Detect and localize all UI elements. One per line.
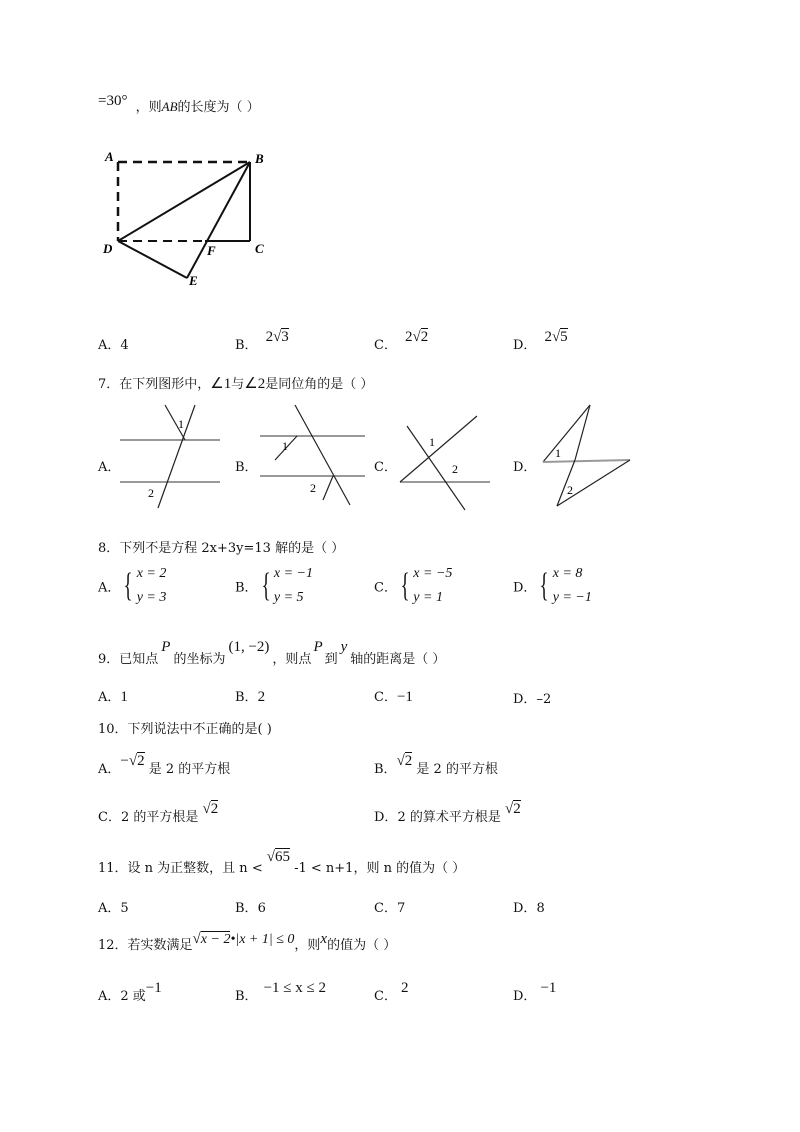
q12-option-d[interactable]	[513, 977, 557, 1004]
option-letter: B．	[235, 989, 258, 1004]
q11-option-b[interactable]	[235, 897, 266, 916]
option-letter: B．	[235, 901, 258, 916]
sqrt-sign: √	[202, 801, 211, 817]
label-1: 1	[282, 439, 288, 453]
q12-stem-b: ，则	[294, 938, 321, 953]
q12-stem	[98, 928, 397, 953]
q9-option-b[interactable]	[235, 686, 265, 706]
q12-stem-a: 12．若实数满足	[98, 938, 193, 953]
brace-icon: {	[540, 567, 550, 604]
q6-seg-db	[118, 162, 250, 241]
q11-option-c[interactable]	[374, 897, 405, 916]
q11-option-a[interactable]	[98, 897, 129, 916]
q12-option-a[interactable]	[98, 977, 162, 1004]
q12-option-c[interactable]	[374, 977, 409, 1004]
option-letter: D．	[513, 989, 537, 1004]
q9-stem-a: 9．已知点	[98, 652, 159, 667]
label-2: 2	[567, 483, 573, 497]
option-letter: C．	[374, 338, 397, 353]
q7-figure-a	[115, 400, 225, 510]
q11-stem	[98, 846, 466, 876]
q12-x: x	[320, 931, 328, 947]
option-letter: C．	[374, 460, 397, 475]
q11-radicand: 65	[274, 849, 290, 865]
option-letter: B．	[235, 338, 258, 353]
q9-y: y	[340, 639, 348, 655]
q8-option-c[interactable]	[374, 562, 452, 610]
q10-option-d[interactable]	[374, 798, 521, 825]
option-radicand: 2	[210, 801, 219, 817]
option-letter: D．	[513, 901, 537, 916]
q12-stem-c: 的值为（ ）	[327, 938, 397, 953]
sqrt-sign: √	[396, 753, 405, 769]
q10-option-b[interactable]	[374, 750, 498, 777]
option-letter: D．	[513, 580, 537, 596]
equation-system	[553, 562, 592, 610]
q11-option-d[interactable]	[513, 897, 545, 916]
option-value: 8	[536, 901, 545, 916]
option-value: −1 ≤ x ≤ 2	[263, 980, 326, 996]
q6-option-d[interactable]	[513, 326, 568, 353]
option-letter: A．	[98, 460, 121, 475]
option-letter: C．	[374, 901, 397, 916]
option-letter: C．	[374, 580, 397, 596]
option-text: 2 的算术平方根是	[397, 810, 505, 825]
eq-line-1: x = 8	[552, 566, 583, 581]
option-value: 2	[400, 980, 409, 996]
q6-label-c: C	[255, 241, 264, 256]
option-value: 1	[120, 689, 128, 705]
option-letter: C．	[98, 810, 121, 825]
option-letter: C．	[374, 989, 397, 1004]
fig-line	[158, 405, 195, 508]
option-text: 2 的平方根是	[120, 810, 203, 825]
q6-ab: AB	[161, 99, 178, 114]
q8-option-b[interactable]	[235, 562, 313, 610]
q7-stem-b: 与	[231, 377, 245, 392]
q7-stem-c: 是同位角的是（ ）	[265, 377, 374, 392]
sqrt-sign: √	[551, 329, 561, 345]
q6-label-e: E	[189, 273, 198, 288]
equation-system	[137, 562, 167, 610]
q6-seg-eb	[187, 162, 250, 278]
option-coef: 2	[404, 329, 413, 345]
option-letter: D．	[513, 460, 537, 475]
q6-label-a: A	[105, 149, 114, 164]
fig-line	[543, 405, 590, 462]
option-letter: B．	[235, 460, 258, 475]
q11-stem-a: 11．设 n 为正整数，且 n <	[98, 861, 263, 876]
q9-p: P	[313, 639, 323, 655]
option-letter: B．	[374, 762, 397, 777]
option-radicand: 2	[420, 329, 429, 345]
q7-figure-d	[535, 400, 635, 512]
fig-line	[543, 460, 630, 462]
fig-line	[295, 405, 350, 505]
option-coef: 2	[544, 329, 552, 345]
q7-figure-b	[255, 400, 370, 510]
option-value: –2	[536, 692, 552, 707]
option-letter: D．	[513, 338, 537, 353]
option-value: 5	[120, 901, 129, 916]
eq-line-1: x = −1	[273, 566, 313, 581]
q10-stem: 10．下列说法中不正确的是( )	[98, 722, 272, 737]
q6-label-f: F	[207, 243, 216, 258]
option-letter: A．	[98, 690, 121, 705]
option-letter: A．	[98, 989, 121, 1004]
option-value: −1	[145, 980, 162, 996]
label-2: 2	[310, 481, 316, 495]
q6-option-b[interactable]	[235, 326, 289, 353]
q6-option-c[interactable]	[374, 326, 429, 353]
q8-stem: 8．下列不是方程 2x+3y=13 解的是（ ）	[98, 541, 345, 556]
eq-line-2: y = 1	[413, 590, 443, 605]
q8-option-d[interactable]	[513, 562, 592, 610]
q9-stem-d: 到	[324, 652, 338, 667]
option-text: 2 或	[120, 989, 146, 1004]
sqrt-sign: √	[504, 801, 514, 817]
q9-coord: (1, −2)	[228, 639, 270, 655]
option-text: 是 2 的平方根	[144, 762, 231, 777]
sqrt-sign: √	[266, 849, 275, 865]
option-letter: B．	[235, 690, 258, 705]
eq-line-1: x = 2	[136, 566, 167, 581]
option-radicand: 3	[281, 329, 289, 345]
q7-figure-c	[395, 400, 495, 515]
option-letter: A．	[98, 762, 121, 777]
option-value: −1	[540, 980, 557, 996]
option-letter: D．	[513, 692, 537, 707]
option-neg: −	[120, 753, 129, 769]
option-letter: A．	[98, 338, 121, 353]
q6-label-b: B	[255, 151, 264, 166]
q7-angle2: ∠2	[244, 376, 266, 392]
label-1: 1	[555, 446, 561, 460]
q11-stem-b: -1 < n+1，则 n 的值为（ ）	[289, 861, 466, 876]
q9-stem-e: 轴的距离是（ ）	[350, 652, 446, 667]
option-letter: B．	[235, 580, 258, 596]
q6-stem	[98, 93, 260, 116]
brace-icon: {	[400, 567, 410, 604]
q9-p: P	[161, 639, 171, 655]
option-value: 7	[396, 901, 406, 916]
q12-option-b[interactable]	[235, 977, 326, 1004]
option-letter: D．	[374, 810, 398, 825]
equation-system	[274, 562, 313, 610]
q6-figure	[95, 145, 285, 295]
q7-stem	[98, 373, 373, 393]
q9-stem	[98, 636, 446, 667]
eq-line-2: y = 3	[136, 590, 167, 605]
q6-option-a[interactable]	[98, 334, 129, 353]
option-value: 2	[257, 689, 266, 705]
eq-line-1: x = −5	[413, 566, 453, 581]
option-letter: A．	[98, 580, 121, 596]
sqrt-sign: √	[273, 329, 282, 345]
q9-option-a[interactable]	[98, 686, 128, 706]
option-letter: C．	[374, 690, 397, 705]
q6-stem-text: ，则	[135, 100, 162, 115]
sqrt-sign: √	[192, 931, 201, 947]
option-radicand: 2	[513, 801, 521, 817]
q9-stem-c: ，则点	[272, 652, 312, 667]
brace-icon: {	[124, 567, 134, 604]
option-letter: A．	[98, 901, 121, 916]
option-radicand: 2	[137, 753, 145, 769]
option-value: −1	[396, 689, 413, 705]
option-radicand: 2	[404, 753, 413, 769]
label-2: 2	[452, 462, 458, 476]
q7-angle1: ∠1	[210, 376, 232, 392]
q6-stem-end: 的长度为（ ）	[177, 100, 260, 115]
q9-stem-b: 的坐标为	[173, 652, 226, 667]
q9-option-c[interactable]	[374, 686, 413, 706]
q7-option-c[interactable]	[374, 456, 397, 475]
q9-option-d[interactable]	[513, 688, 551, 707]
q6-angle-value: =30°	[98, 93, 128, 109]
q7-option-d[interactable]	[513, 456, 536, 475]
q6-seg-de	[118, 241, 187, 278]
sqrt-sign: √	[128, 753, 138, 769]
q12-expr-rest: •|x + 1| ≤ 0	[230, 932, 295, 947]
option-value: 4	[120, 338, 129, 353]
q10-option-a[interactable]	[98, 750, 231, 777]
equation-system	[413, 562, 452, 610]
q12-radicand: x − 2	[200, 932, 231, 947]
q6-label-d: D	[103, 241, 113, 256]
option-value: 6	[257, 901, 266, 916]
sqrt-sign: √	[412, 329, 421, 345]
option-radicand: 5	[560, 329, 568, 345]
q10-option-c[interactable]	[98, 798, 219, 825]
q8-option-a[interactable]	[98, 562, 166, 610]
label-2: 2	[148, 486, 154, 500]
brace-icon: {	[261, 567, 271, 604]
label-1: 1	[429, 435, 435, 449]
option-text: 是 2 的平方根	[412, 762, 498, 777]
eq-line-2: y = −1	[552, 590, 592, 605]
eq-line-2: y = 5	[273, 590, 304, 605]
q7-stem-a: 7．在下列图形中，	[98, 377, 211, 392]
option-coef: 2	[265, 329, 274, 345]
fig-line	[323, 476, 333, 500]
label-1: 1	[178, 417, 184, 431]
